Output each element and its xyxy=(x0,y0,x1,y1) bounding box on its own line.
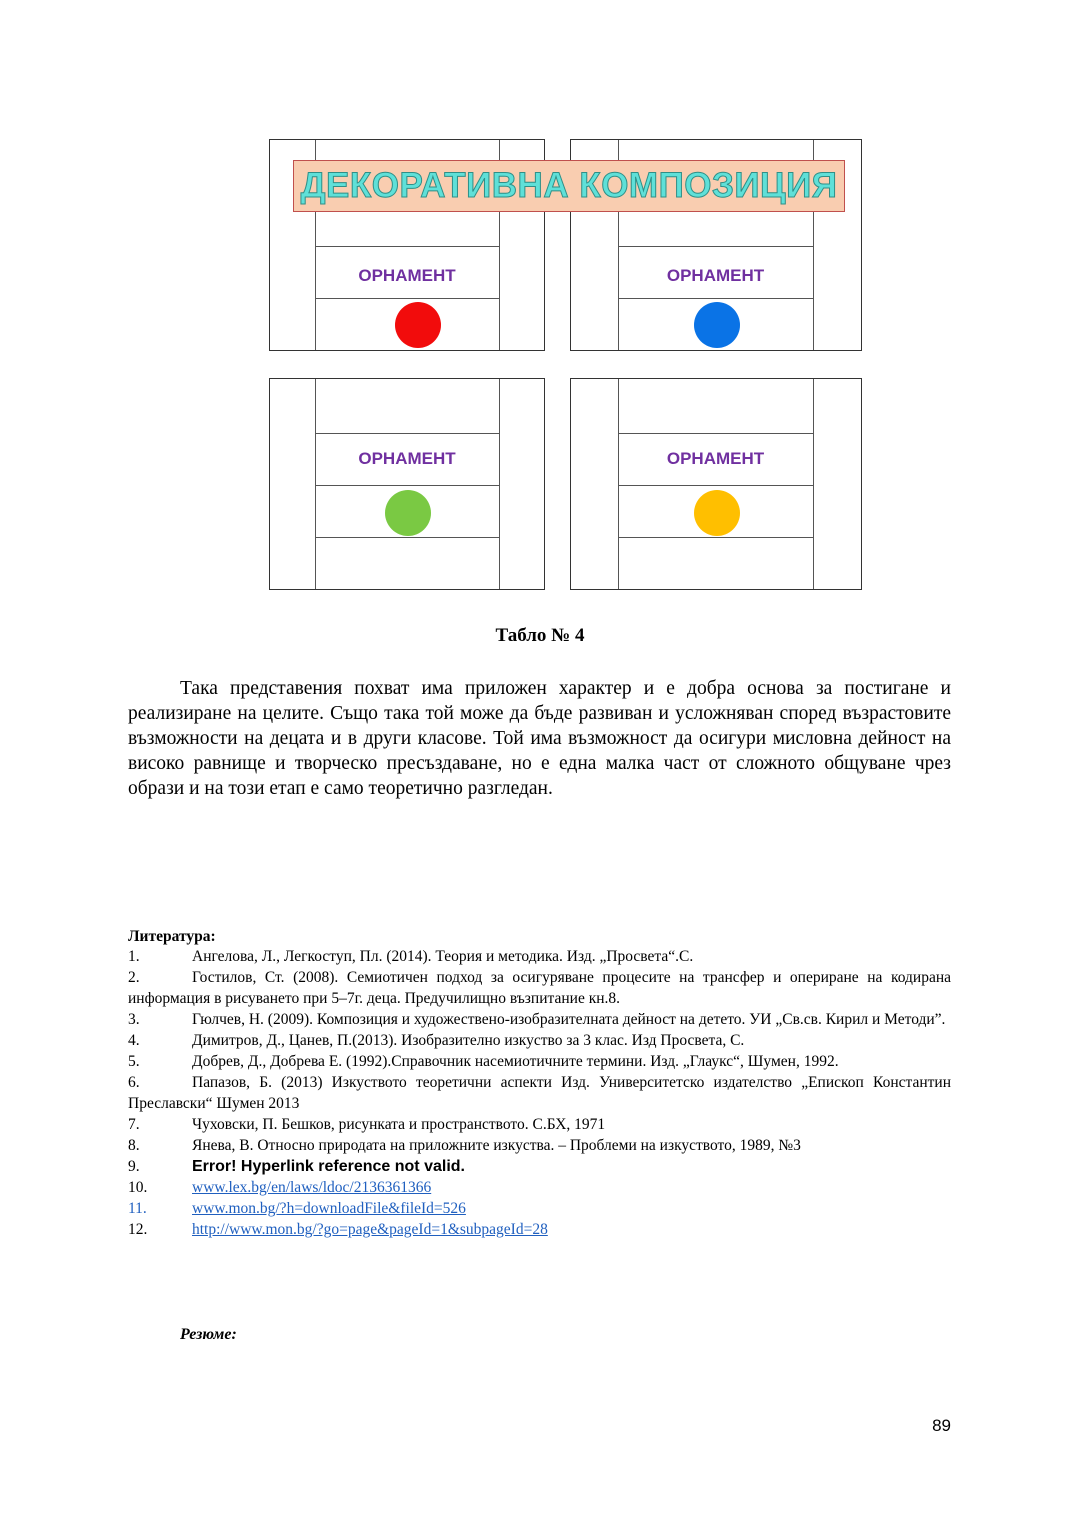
figure-caption: Табло № 4 xyxy=(495,625,585,646)
reference-item xyxy=(128,1177,951,1198)
reference-text: Добрев, Д., Добрева Е. (1992).Справочник насемиотичните термини. Изд. „Глаукс“, Шумен, 1992. xyxy=(192,1053,839,1070)
reference-text: Гюлчев, Н. (2009). Композиция и художествено-изобразителната дейност на детето. УИ „Св.св. Кирил и Методи”. xyxy=(192,1011,946,1028)
panel-divider xyxy=(315,379,316,589)
panel-divider xyxy=(618,433,813,434)
reference-number: 8. xyxy=(128,1137,140,1154)
page-number: 89 xyxy=(932,1416,951,1435)
reference-item xyxy=(128,1219,951,1240)
figure-panel-3 xyxy=(269,378,545,590)
banner-title: ДЕКОРАТИВНА КОМПОЗИЦИЯ xyxy=(293,160,845,212)
reference-link[interactable]: www.lex.bg/en/laws/ldoc/2136361366 xyxy=(192,1179,432,1196)
reference-text: Папазов, Б. (2013) Изкуството теоретични аспекти Изд. Университетско издателство „Епископ Константин Преславски“ Шумен 2013 xyxy=(128,1074,951,1112)
reference-text: Димитров, Д., Цанев, П.(2013). Изобразително изкуство за 3 клас. Изд Просвета, С. xyxy=(192,1032,745,1049)
reference-item xyxy=(128,1156,951,1177)
blue-circle xyxy=(694,302,740,348)
panel-divider xyxy=(315,485,499,486)
reference-item xyxy=(128,1135,951,1156)
ornament-label: ОРНАМЕНТ xyxy=(358,266,456,285)
panel-divider xyxy=(499,379,500,589)
figure-panel-4 xyxy=(570,378,862,590)
reference-item xyxy=(128,1030,951,1051)
red-circle xyxy=(395,302,441,348)
panel-divider xyxy=(315,537,499,538)
panel-divider xyxy=(618,485,813,486)
panel-divider xyxy=(315,298,499,299)
panel-divider xyxy=(618,379,619,589)
reference-list xyxy=(128,946,951,1240)
ornament-label: ОРНАМЕНТ xyxy=(666,449,765,468)
reference-number: 2. xyxy=(128,969,140,986)
reference-item xyxy=(128,1072,951,1114)
summary-heading: Резюме: xyxy=(180,1326,237,1343)
reference-number: 5. xyxy=(128,1053,140,1070)
panel-divider xyxy=(618,537,813,538)
reference-text: Янева, В. Относно природата на приложните изкуства. – Проблеми на изкуството, 1989, №3 xyxy=(192,1137,801,1154)
reference-number: 7. xyxy=(128,1116,140,1133)
reference-item xyxy=(128,1114,951,1135)
reference-item xyxy=(128,1009,951,1030)
reference-number: 9. xyxy=(128,1158,140,1175)
reference-number: 11. xyxy=(128,1200,147,1217)
reference-text: Гостилов, Ст. (2008). Семиотичен подход за осигуряване процесите на трансфер и опериране на кодирана информация в рисуването при 5–7г. деца. Предучилищно възпитание кн.8. xyxy=(128,969,951,1007)
reference-number: 10. xyxy=(128,1179,148,1196)
reference-item xyxy=(128,967,951,1009)
panel-divider xyxy=(618,298,813,299)
reference-number: 1. xyxy=(128,948,140,965)
reference-link[interactable]: www.mon.bg/?h=downloadFile&fileId=526 xyxy=(192,1200,466,1217)
reference-item xyxy=(128,1198,951,1219)
ornament-label: ОРНАМЕНТ xyxy=(358,449,456,468)
green-circle xyxy=(385,490,431,536)
reference-link[interactable]: http://www.mon.bg/?go=page&pageId=1&subpageId=28 xyxy=(192,1221,548,1238)
reference-text: Чуховски, П. Бешков, рисунката и пространството. С.БХ, 1971 xyxy=(192,1116,606,1133)
hyperlink-error-text: Error! Hyperlink reference not valid. xyxy=(192,1158,465,1175)
reference-text: Ангелова, Л., Легкоступ, Пл. (2014). Теория и методика. Изд. „Просвета“.С. xyxy=(192,948,694,965)
reference-item xyxy=(128,946,951,967)
reference-number: 3. xyxy=(128,1011,140,1028)
panel-divider xyxy=(315,246,499,247)
panel-divider xyxy=(618,246,813,247)
literature-heading: Литература: xyxy=(128,928,216,945)
reference-number: 6. xyxy=(128,1074,140,1091)
panel-divider xyxy=(315,433,499,434)
panel-divider xyxy=(813,379,814,589)
reference-item xyxy=(128,1051,951,1072)
ornament-label: ОРНАМЕНТ xyxy=(666,266,765,285)
yellow-circle xyxy=(694,490,740,536)
reference-number: 4. xyxy=(128,1032,140,1049)
reference-number: 12. xyxy=(128,1221,148,1238)
body-paragraph: Така представения похват има приложен характер и е добра основа за постигане и реализиране на целите. Също така той може да бъде развиван и усложняван според възрастовите възможности на децата и в други класове. Той има възможност да осигури мисловна дейност на високо равнище и творческо пресъздаване, но е една малка част от сложното общуване чрез образи и на този етап е само теоретично разгледан. xyxy=(128,678,951,799)
